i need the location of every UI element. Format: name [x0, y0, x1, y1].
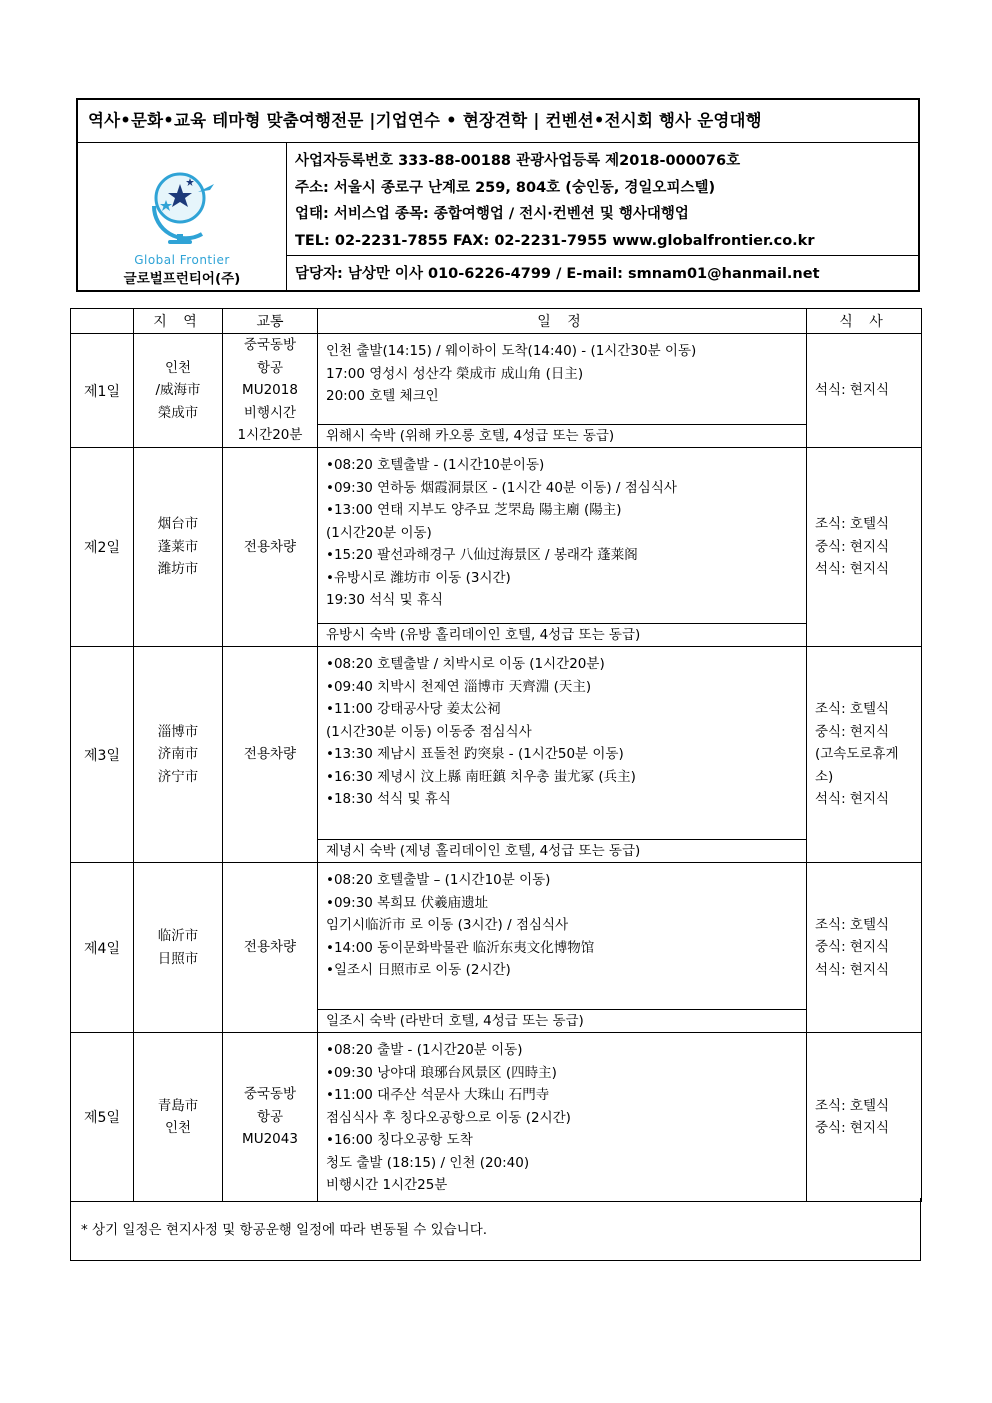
table-row — [71, 334, 922, 448]
cell-line: 日照市 — [157, 950, 199, 967]
table-row — [71, 1033, 922, 1202]
schedule-items — [318, 863, 806, 1009]
cell-line: •유방시로 潍坊市 이동 (3시간) — [326, 569, 511, 586]
company-logo — [78, 142, 287, 290]
schedule-cell — [318, 334, 807, 448]
cell-line: 소) — [815, 768, 834, 785]
cell-line: 중식: 현지식 — [815, 939, 890, 956]
schedule-cell — [318, 863, 807, 1033]
business-line: 업태: 서비스업 종목: 종합여행업 / 전시·컨벤션 및 행사대행업 — [295, 206, 689, 222]
transport-cell — [223, 1033, 318, 1202]
address-line: 주소: 서울시 종로구 난계로 259, 804호 (숭인동, 경일오피스텔) — [295, 179, 716, 196]
day-cell: 제2일 — [71, 448, 134, 647]
cell-line: •08:20 호텔출발 / 치박시로 이동 (1시간20분) — [326, 656, 605, 672]
header-transport: 교통 — [223, 309, 318, 334]
cell-line: 19:30 석식 및 휴식 — [326, 592, 443, 608]
header-schedule: 일 정 — [318, 309, 807, 334]
cell-line: 석식: 현지식 — [815, 961, 890, 978]
cell-line: 榮成市 — [157, 404, 199, 421]
schedule-cell — [318, 647, 807, 863]
cell-line: 전용차량 — [243, 939, 297, 956]
cell-line: 점심식사 후 칭다오공항으로 이동 (2시간) — [326, 1109, 571, 1126]
header-day — [71, 309, 134, 334]
cell-line: 청도 출발 (18:15) / 인천 (20:40) — [326, 1154, 530, 1171]
schedule-note: * 상기 일정은 현지사정 및 항공운행 일정에 따라 변동될 수 있습니다. — [70, 1198, 921, 1261]
cell-line: 青島市 — [157, 1097, 199, 1114]
table-header-row — [71, 309, 922, 334]
transport-cell — [223, 448, 318, 647]
cell-line: 중식: 현지식 — [815, 538, 890, 555]
region-cell — [134, 647, 223, 863]
cell-line: •08:20 호텔출발 – (1시간10분 이동) — [326, 872, 551, 888]
cell-line: 조식: 호텔식 — [815, 516, 890, 533]
day-cell: 제4일 — [71, 863, 134, 1033]
cell-line: 비행시간 1시간25분 — [326, 1177, 448, 1193]
cell-line: MU2018 — [242, 382, 298, 399]
itinerary-table — [70, 308, 922, 1202]
region-cell — [134, 334, 223, 448]
cell-line: (1시간30분 이동) 이동중 점심식사 — [326, 723, 532, 740]
lodging-line: 제녕시 숙박 (제녕 홀리데이인 호텔, 4성급 또는 동급) — [318, 839, 806, 862]
cell-line: 비행시간 — [243, 404, 297, 421]
meals-cell — [807, 647, 922, 863]
cell-line: 석식: 현지식 — [815, 561, 890, 578]
table-row — [71, 863, 922, 1033]
header-title: 역사•문화•교육 테마형 맞춤여행전문 |기업연수 • 현장견학 | 컨벤션•전시회 행사 운영대행 — [78, 100, 918, 143]
cell-line: 烟台市 — [157, 516, 199, 533]
transport-cell — [223, 647, 318, 863]
table-row — [71, 448, 922, 647]
cell-line: /威海市 — [155, 382, 201, 399]
transport-cell — [223, 334, 318, 448]
logo-brand-text: Global Frontier — [134, 253, 230, 267]
cell-line: 전용차량 — [243, 538, 297, 555]
company-header — [76, 98, 920, 292]
cell-line: 조식: 호텔식 — [815, 701, 890, 718]
cell-line: 임기시临沂市 로 이동 (3시간) / 점심식사 — [326, 917, 569, 933]
cell-line: •14:00 동이문화박물관 临沂东夷文化博物馆 — [326, 939, 595, 956]
cell-line: 석식: 현지식 — [815, 791, 890, 808]
header-meals: 식 사 — [807, 309, 922, 334]
schedule-cell — [318, 448, 807, 647]
schedule-items — [318, 647, 806, 839]
cell-line: •08:20 호텔출발 - (1시간10분이동) — [326, 457, 545, 473]
schedule-items — [318, 448, 806, 623]
cell-line: •09:30 낭야대 琅琊台风景区 (四時主) — [326, 1064, 557, 1081]
cell-line: 석식: 현지식 — [815, 382, 890, 399]
cell-line: 중식: 현지식 — [815, 1120, 890, 1136]
lodging-line: 위해시 숙박 (위해 카오롱 호텔, 4성급 또는 동급) — [318, 424, 806, 447]
meals-cell — [807, 863, 922, 1033]
region-cell — [134, 1033, 223, 1202]
cell-line: •13:30 제남시 표돌천 趵突泉 - (1시간50분 이동) — [326, 746, 624, 762]
schedule-cell — [318, 1033, 807, 1202]
cell-line: •09:30 복희묘 伏羲庙遗址 — [326, 894, 489, 911]
cell-line: 淄博市 — [157, 723, 199, 740]
meals-cell — [807, 448, 922, 647]
schedule-items — [318, 334, 806, 424]
cell-line: MU2043 — [242, 1131, 298, 1148]
cell-line: 항공 — [256, 359, 284, 376]
cell-line: (1시간20분 이동) — [326, 524, 432, 541]
cell-line: 蓬莱市 — [157, 538, 199, 555]
cell-line: 인천 출발(14:15) / 웨이하이 도착(14:40) - (1시간30분 이동) — [326, 343, 697, 359]
cell-line: •18:30 석식 및 휴식 — [326, 791, 451, 807]
cell-line: 济宁市 — [157, 768, 199, 785]
cell-line: 조식: 호텔식 — [815, 916, 890, 933]
contact-line: 담당자: 남상만 이사 010-6226-4799 / E-mail: smnam01@hanmail.net — [295, 266, 820, 282]
cell-line: 항공 — [256, 1108, 284, 1125]
cell-line: •08:20 출발 - (1시간20분 이동) — [326, 1042, 523, 1058]
cell-line: •13:00 연태 지부도 양주묘 芝罘島 陽主廟 (陽主) — [326, 502, 622, 518]
cell-line: 济南市 — [157, 746, 199, 763]
cell-line: 临沂市 — [157, 928, 199, 944]
cell-line: •09:40 치박시 천제연 淄博市 天齊淵 (天主) — [326, 678, 592, 695]
company-info — [287, 142, 918, 256]
cell-line: (고속도로휴게 — [815, 746, 899, 763]
lodging-line: 일조시 숙박 (라반더 호텔, 4성급 또는 동급) — [318, 1009, 806, 1032]
region-cell — [134, 863, 223, 1033]
cell-line: 인천 — [164, 359, 192, 376]
cell-line: 1시간20분 — [237, 427, 303, 444]
phone-fax-web-line: TEL: 02-2231-7855 FAX: 02-2231-7955 www.globalfrontier.co.kr — [295, 232, 815, 249]
transport-cell — [223, 863, 318, 1033]
day-cell: 제5일 — [71, 1033, 134, 1202]
lodging-line: 유방시 숙박 (유방 홀리데이인 호텔, 4성급 또는 동급) — [318, 623, 806, 646]
schedule-items — [318, 1033, 806, 1201]
cell-line: •09:30 연하동 烟霞洞景区 - (1시간 40분 이동) / 점심식사 — [326, 479, 677, 496]
cell-line: •11:00 대주산 석문사 大珠山 石門寺 — [326, 1087, 550, 1103]
cell-line: 전용차량 — [243, 746, 297, 763]
meals-cell — [807, 1033, 922, 1202]
day-cell: 제3일 — [71, 647, 134, 863]
cell-line: •11:00 강태공사당 姜太公祠 — [326, 701, 501, 717]
cell-line: 17:00 영성시 성산각 榮成市 成山角 (日主) — [326, 365, 584, 382]
cell-line: •16:00 칭다오공항 도착 — [326, 1132, 473, 1148]
cell-line: 潍坊市 — [157, 561, 199, 578]
cell-line: 인천 — [164, 1120, 192, 1136]
region-cell — [134, 448, 223, 647]
cell-line: •16:30 제녕시 汶上縣 南旺鎮 치우총 蚩尤冢 (兵主) — [326, 768, 636, 785]
meals-cell — [807, 334, 922, 448]
cell-line: 20:00 호텔 체크인 — [326, 388, 439, 404]
header-region: 지 역 — [134, 309, 223, 334]
registration-line: 사업자등록번호 333-88-00188 관광사업등록 제2018-000076호 — [295, 153, 741, 169]
cell-line: 중국동방 — [243, 1086, 297, 1103]
globe-logo-icon — [144, 148, 220, 248]
cell-line: •15:20 팔선과해경구 八仙过海景区 / 봉래각 蓬莱阁 — [326, 547, 638, 563]
cell-line: 중국동방 — [243, 337, 297, 354]
day-cell: 제1일 — [71, 334, 134, 448]
company-name: 글로벌프런티어(주) — [123, 271, 241, 287]
cell-line: •일조시 日照市로 이동 (2시간) — [326, 962, 511, 978]
cell-line: 조식: 호텔식 — [815, 1097, 890, 1114]
table-row — [71, 647, 922, 863]
cell-line: 중식: 현지식 — [815, 723, 890, 740]
